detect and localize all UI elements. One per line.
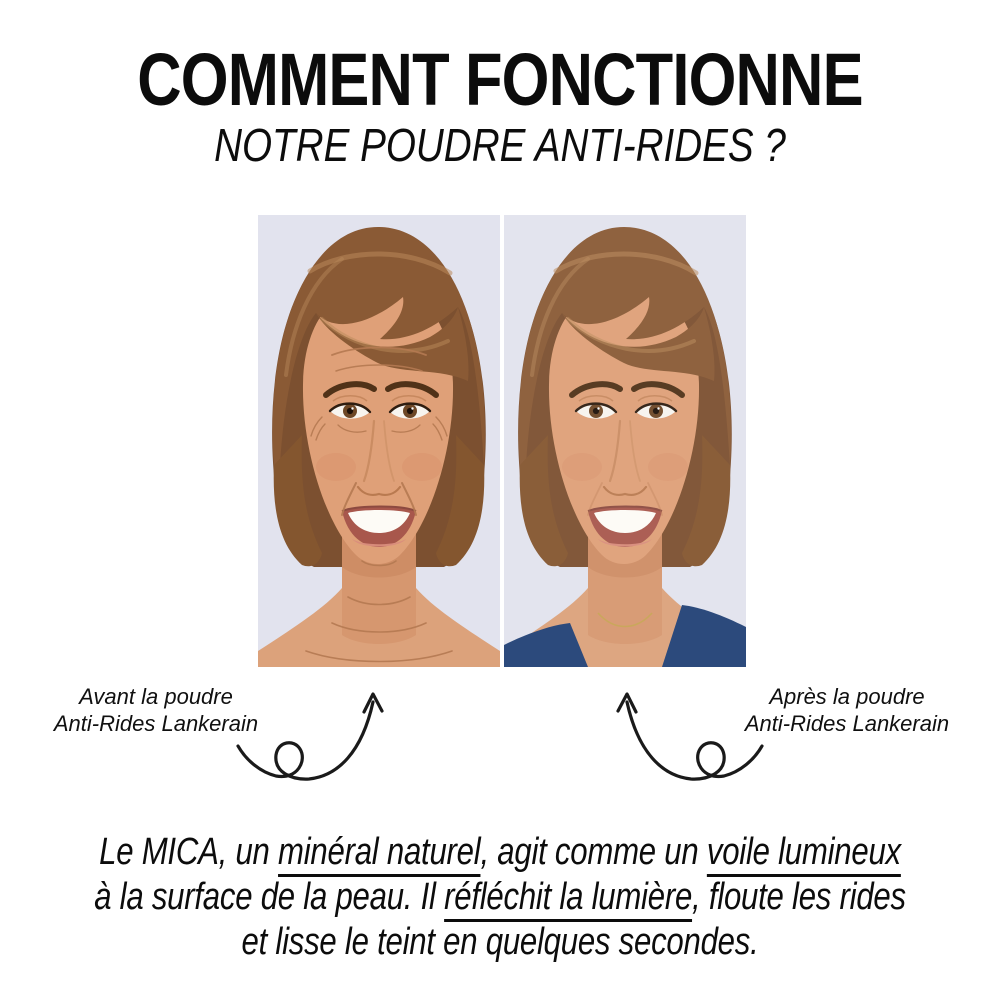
before-label-line2: Anti-Rides Lankerain: [53, 711, 259, 736]
page-subtitle: NOTRE POUDRE ANTI-RIDES ?: [214, 119, 786, 171]
before-photo: [258, 215, 500, 667]
text-segment: , floute les rides: [692, 876, 906, 918]
before-after-comparison: [258, 215, 746, 667]
curly-arrow-up-left-icon: [612, 680, 772, 798]
text-segment: et lisse le teint en quelques secondes.: [241, 921, 759, 963]
text-segment: à la surface de la peau. Il: [94, 876, 445, 918]
paragraph-line-1: [90, 830, 910, 875]
description-paragraph: [90, 830, 910, 965]
underlined-text-segment: réfléchit la lumière: [444, 876, 693, 918]
curly-arrow-up-right-icon: [228, 680, 388, 798]
text-segment: , agit comme un: [480, 831, 707, 873]
smooth-skin-overlay: [504, 215, 746, 667]
underlined-text-segment: voile lumineux: [706, 831, 901, 873]
after-label-line1: Après la poudre: [769, 684, 925, 709]
underlined-text-segment: minéral naturel: [278, 831, 481, 873]
after-label-line2: Anti-Rides Lankerain: [744, 711, 950, 736]
page-title: COMMENT FONCTIONNE: [137, 38, 863, 121]
text-segment: Le MICA, un: [99, 831, 279, 873]
before-label-line1: Avant la poudre: [79, 684, 233, 709]
paragraph-line-2: [90, 875, 910, 920]
after-photo: [504, 215, 746, 667]
paragraph-line-3: [90, 920, 910, 965]
